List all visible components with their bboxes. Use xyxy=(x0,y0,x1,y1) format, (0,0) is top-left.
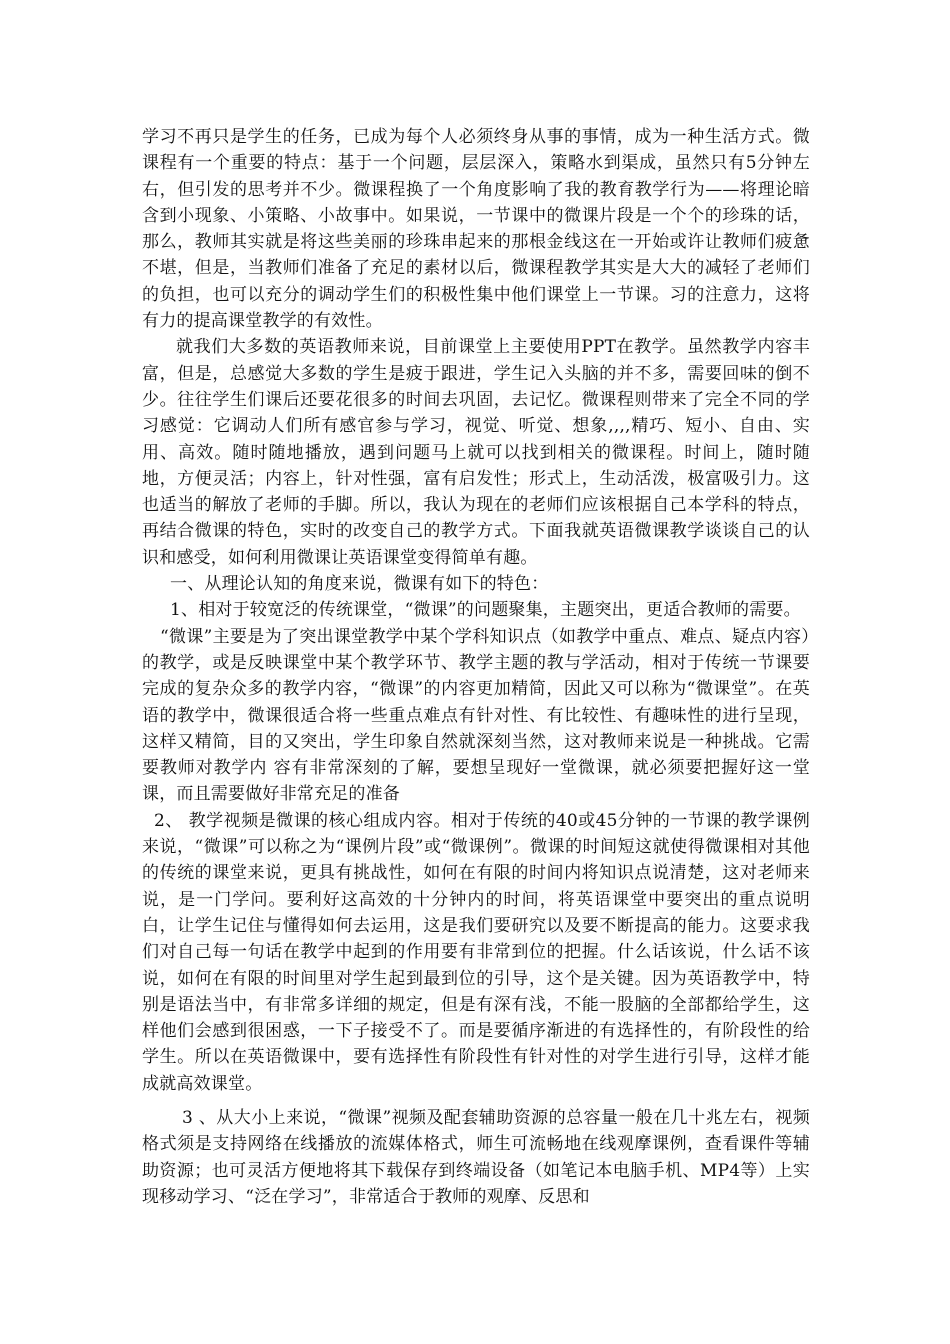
point-3-paragraph: 3 、从大小上来说，“微课”视频及配套辅助资源的总容量一般在几十兆左右，视频格式须是支持网络在线播放的流媒体格式，师生可流畅地在线观摩课例，查看课件等辅助资源；也可灵活方便地将其下载保存到终端设备（如笔记本电脑手机、MP4等）上实现移动学习、“泛在学习”，非常适合于教师的观摩、反思和 xyxy=(142,1107,810,1207)
point-1-heading: 1、相对于较宽泛的传统课堂，“微课”的问题聚集，主题突出，更适合教师的需要。 xyxy=(170,600,801,621)
paragraph-english-teachers: 就我们大多数的英语教师来说，目前课堂上主要使用PPT在教学。虽然教学内容丰富，但是，总感觉大多数的学生是疲于跟进，学生记入头脑的并不多，需要回味的倒不少。往往学生们课后还要花很多的时间去巩固，去记忆。微课程则带来了完全不同的学习感觉：它调动人们所有感官参与学习，视觉、听觉、想象,,,,精巧、短小、自由、实用、高效。随时随地播放，遇到问题马上就可以找到相关的微课程。时间上，随时随地，方便灵活；内容上，针对性强，富有启发性；形式上，生动活泼，极富吸引力。这也适当的解放了老师的手脚。所以，我认为现在的老师们应该根据自己本学科的特点，再结合微课的特色，实时的改变自己的教学方式。下面我就英语微课教学谈谈自己的认识和感受，如何利用微课让英语课堂变得简单有趣。 xyxy=(142,337,810,568)
paragraph-micro-lesson-focus: “微课”主要是为了突出课堂教学中某个学科知识点（如教学中重点、难点、疑点内容）的教学，或是反映课堂中某个教学环节、教学主题的教与学活动，相对于传统一节课要完成的复杂众多的教学内容，“微课”的内容更加精简，因此又可以称为“微课堂”。在英语的教学中，微课很适合将一些重点难点有针对性、有比较性、有趣味性的进行呈现，这样又精简，目的又突出，学生印象自然就深刻当然，这对教师来说是一种挑战。它需要教师对教学内 容有非常深刻的了解，要想呈现好一堂微课，就必须要把握好这一堂课，而且需要做好非常充足的准备 xyxy=(142,626,810,805)
document-body xyxy=(142,124,810,1210)
section-heading-theory: 一、从理论认知的角度来说，微课有如下的特色： xyxy=(170,574,549,595)
paragraph-intro: 学习不再只是学生的任务，已成为每个人必须终身从事的事情，成为一种生活方式。微课程有一个重要的特点：基于一个问题，层层深入，策略水到渠成，虽然只有5分钟左右，但引发的思考并不少。微课程换了一个角度影响了我的教育教学行为——将理论暗含到小现象、小策略、小故事中。如果说，一节课中的微课片段是一个个的珍珠的话，那么，教师其实就是将这些美丽的珍珠串起来的那根金线这在一开始或许让教师们疲惫不堪，但是，当教师们准备了充足的素材以后，微课程教学其实是大大的减轻了老师们的负担，也可以充分的调动学生们的积极性集中他们课堂上一节课。习的注意力，这将有力的提高课堂教学的有效性。 xyxy=(142,127,810,332)
point-2-paragraph: 2、 教学视频是微课的核心组成内容。相对于传统的40或45分钟的一节课的教学课例来说，“微课”可以称之为“课例片段”或“微课例”。微课的时间短这就使得微课相对其他的传统的课堂来说，更具有挑战性，如何在有限的时间内将知识点说清楚，这对老师来说，是一门学问。要利好这高效的十分钟内的时间，将英语课堂中要突出的重点说明白，让学生记住与懂得如何去运用，这是我们要研究以及要不断提高的能力。这要求我们对自己每一句话在教学中起到的作用要有非常到位的把握。什么话该说，什么话不该说，如何在有限的时间里对学生起到最到位的引导，这个是关键。因为英语教学中，特别是语法当中，有非常多详细的规定，但是有深有浅，不能一股脑的全部都给学生，这样他们会感到很困惑，一下子接受不了。而是要循序渐进的有选择性的，有阶段性的给学生。所以在英语微课中，要有选择性有阶段性有针对性的对学生进行引导，这样才能成就高效课堂。 xyxy=(142,810,810,1094)
